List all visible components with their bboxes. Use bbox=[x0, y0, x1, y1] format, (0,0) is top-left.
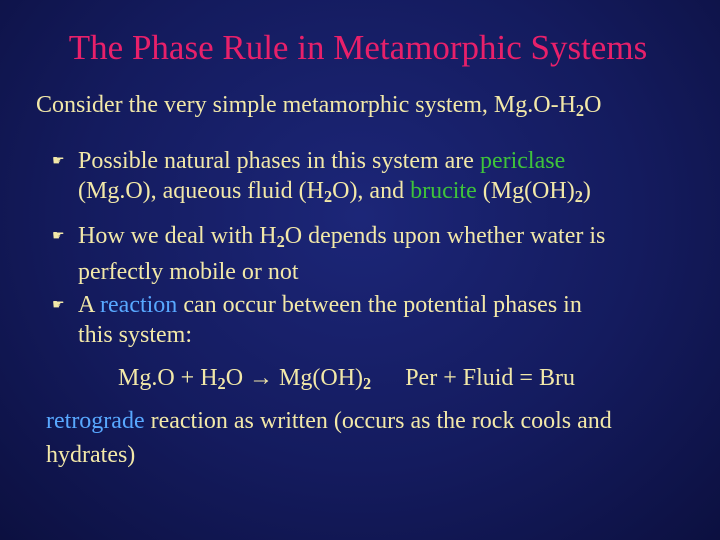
subscript: 2 bbox=[574, 187, 583, 207]
subtitle-subscript: 2 bbox=[575, 101, 585, 121]
pointing-hand-icon: ☛ bbox=[52, 154, 65, 169]
bullet-phases-text: (Mg(OH) bbox=[476, 178, 575, 204]
term-brucite: brucite bbox=[410, 178, 477, 204]
arrow-right-icon: → bbox=[249, 365, 274, 391]
bullet-reaction-line-1 bbox=[78, 290, 718, 320]
slide-title: The Phase Rule in Metamorphic Systems bbox=[68, 28, 648, 67]
bullet-water-line-1 bbox=[78, 221, 718, 257]
subscript: 2 bbox=[323, 187, 333, 207]
bullet-reaction-text: can occur between the potential phases in bbox=[177, 292, 582, 318]
pointing-hand-icon: ☛ bbox=[52, 298, 65, 313]
subscript: 2 bbox=[217, 374, 226, 394]
subtitle-end: O bbox=[584, 92, 602, 118]
pointing-hand-icon: ☛ bbox=[52, 229, 65, 244]
bullet-reaction bbox=[52, 290, 718, 350]
bullet-water-text: How we deal with H bbox=[78, 223, 277, 249]
equation-label: Per + Fluid = Bru bbox=[405, 365, 575, 391]
subtitle-text: Consider the very simple metamorphic system, Mg.O-H bbox=[36, 92, 576, 118]
term-periclase: periclase bbox=[479, 148, 566, 174]
bullet-phases bbox=[52, 146, 718, 212]
bullet-water-mobility bbox=[52, 221, 718, 287]
bullet-water-text: O depends upon whether water is bbox=[284, 223, 606, 249]
retrograde-note bbox=[46, 404, 714, 472]
bullet-reaction-text: A bbox=[78, 292, 101, 318]
term-retrograde: retrograde bbox=[46, 408, 145, 434]
bullet-phases-text: ) bbox=[582, 178, 591, 204]
bullet-phases-line-1 bbox=[78, 146, 718, 176]
bullet-phases-text: (Mg.O), aqueous fluid (H bbox=[78, 178, 324, 204]
subscript: 2 bbox=[276, 232, 285, 252]
slide-subtitle bbox=[36, 92, 601, 121]
bullet-phases-text: O), and bbox=[332, 178, 411, 204]
bullet-reaction-line-2: this system: bbox=[78, 322, 193, 348]
retrograde-line-1 bbox=[46, 404, 714, 438]
equation-text: O bbox=[225, 365, 250, 391]
subscript: 2 bbox=[363, 374, 372, 394]
equation-text: Mg(OH) bbox=[273, 365, 364, 391]
bullet-phases-line-2 bbox=[78, 176, 718, 212]
retrograde-line-2: hydrates) bbox=[46, 442, 136, 468]
equation-text: Mg.O + H bbox=[118, 365, 218, 391]
bullet-phases-text: Possible natural phases in this system are bbox=[78, 148, 480, 174]
term-reaction: reaction bbox=[100, 292, 178, 318]
bullet-water-line-2: perfectly mobile or not bbox=[78, 259, 299, 286]
reaction-equation bbox=[118, 365, 575, 394]
retrograde-text: reaction as written (occurs as the rock cools and bbox=[144, 408, 612, 434]
